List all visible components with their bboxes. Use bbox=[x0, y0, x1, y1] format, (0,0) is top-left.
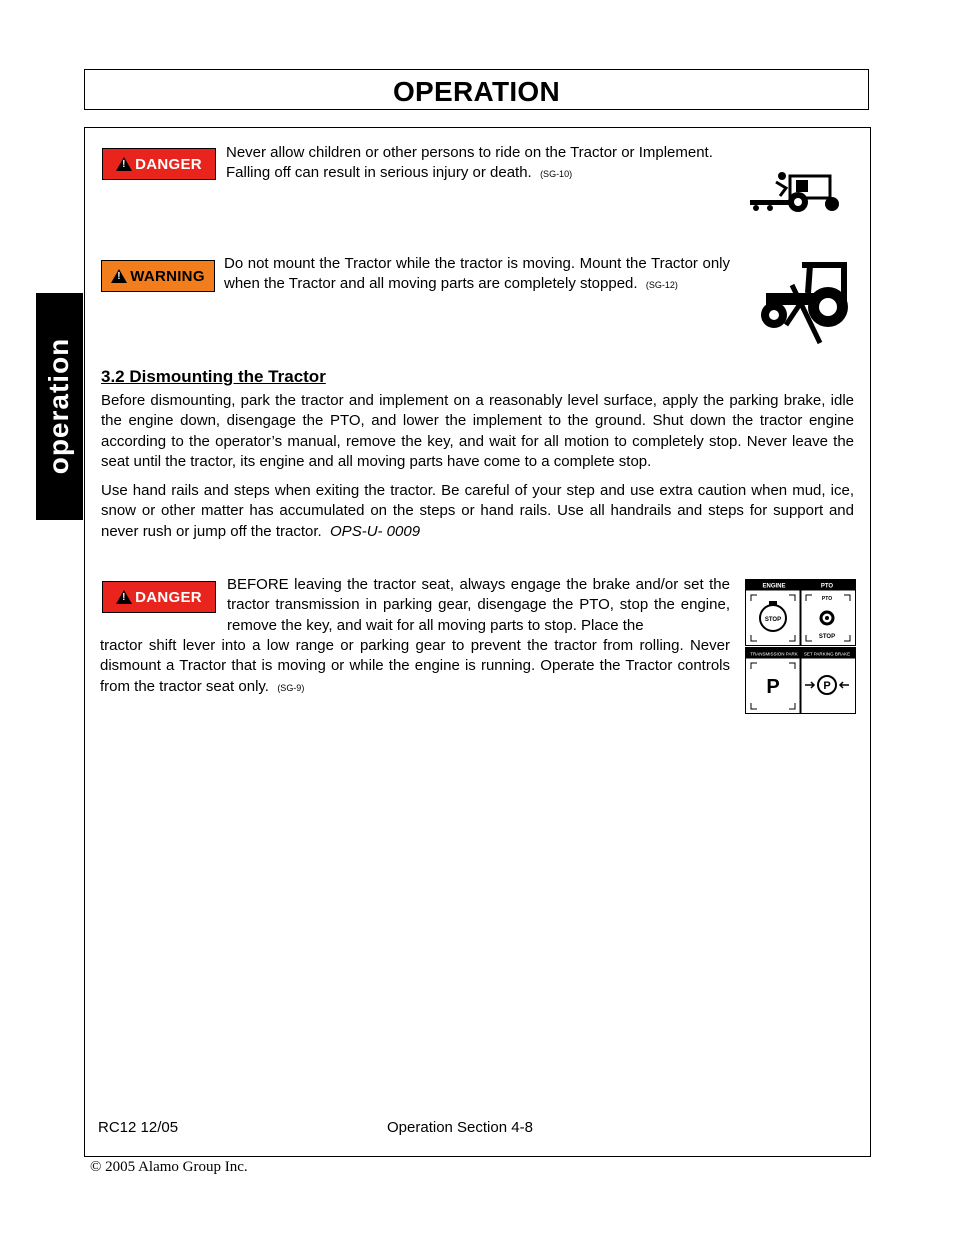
danger-badge-2-label: DANGER bbox=[135, 588, 202, 606]
section-paragraph-2-code: OPS-U- 0009 bbox=[330, 522, 421, 540]
safety-1-text bbox=[226, 143, 731, 185]
tractor-mounting-icon bbox=[758, 255, 854, 347]
pto-stop-label: STOP bbox=[818, 634, 836, 640]
warning-badge-label: WARNING bbox=[130, 267, 205, 285]
safety-3-text-bottom bbox=[100, 636, 730, 698]
section-paragraph-2-body: Use hand rails and steps when exiting the tractor. Be careful of your step and use extra caution when mud, ice, snow or other matter has accumulated on the steps or hand rails. Use all handrails and steps for support and never rush or jump off the tractor. bbox=[101, 482, 854, 540]
child-riding-tractor-icon bbox=[746, 168, 846, 216]
section-paragraph-2 bbox=[101, 481, 854, 542]
page-title: OPERATION bbox=[392, 76, 561, 107]
warning-badge bbox=[101, 260, 215, 292]
svg-text:P: P bbox=[823, 680, 831, 692]
footer-section: Operation Section 4-8 bbox=[387, 1119, 533, 1136]
safety-2-text bbox=[224, 254, 730, 296]
danger-badge-1-label: DANGER bbox=[135, 155, 202, 173]
copyright: © 2005 Alamo Group Inc. bbox=[90, 1159, 248, 1175]
safety-1-code: (SG-10) bbox=[540, 169, 573, 180]
safety-3-code: (SG-9) bbox=[277, 682, 305, 693]
section-heading: 3.2 Dismounting the Tractor bbox=[101, 367, 326, 386]
side-tab-label: operation bbox=[43, 337, 74, 475]
section-paragraph-1: Before dismounting, park the tractor and implement on a reasonably level surface, apply the parking brake, idle the engine down, disengage the PTO, and lower the implement to the ground. Shut down the tractor engine according to the operator’s manual, remove the key, and wait for all motion to completely stop. Never leave the seat until the tractor, its engine and all moving parts have come to a complete stop. bbox=[101, 392, 854, 470]
alert-triangle-icon bbox=[116, 157, 132, 171]
safety-3-text-top: BEFORE leaving the tractor seat, always engage the brake and/or set the tractor transmission in parking gear, disengage the PTO, stop the engine, remove the key, and wait for all moving parts to stop. Place the bbox=[227, 576, 730, 634]
pto-label: PTO bbox=[820, 583, 834, 590]
engine-stop-label: STOP bbox=[764, 617, 782, 623]
safety-2-code: (SG-12) bbox=[645, 280, 678, 291]
footer-model: RC12 12/05 bbox=[98, 1119, 179, 1136]
park-gear-label: P bbox=[766, 676, 780, 698]
alert-triangle-icon bbox=[116, 590, 132, 604]
set-parking-brake-label: SET PARKING BRAKE bbox=[803, 651, 851, 657]
side-tab bbox=[36, 293, 83, 520]
pto-inner-label: PTO bbox=[821, 596, 833, 602]
control-panel-icon bbox=[745, 579, 856, 714]
engine-label: ENGINE bbox=[762, 583, 786, 590]
safety-3-body: tractor shift lever into a low range or parking gear to prevent the tractor from rolling. Never dismount a Tractor that is moving or while the engine is running. Operate the Tractor controls from the tractor seat only. bbox=[100, 637, 730, 695]
danger-badge-2 bbox=[102, 581, 216, 613]
safety-2-body: Do not mount the Tractor while the tractor is moving. Mount the Tractor only when the Tractor and all moving parts are completely stopped. bbox=[224, 255, 730, 293]
danger-badge-1 bbox=[102, 148, 216, 180]
alert-triangle-icon bbox=[111, 269, 127, 283]
header-box bbox=[84, 69, 869, 110]
safety-1-body: Never allow children or other persons to ride on the Tractor or Implement. Falling off can result in serious injury or death. bbox=[226, 144, 713, 182]
transmission-park-label: TRANSMISSION PARK bbox=[750, 651, 798, 657]
